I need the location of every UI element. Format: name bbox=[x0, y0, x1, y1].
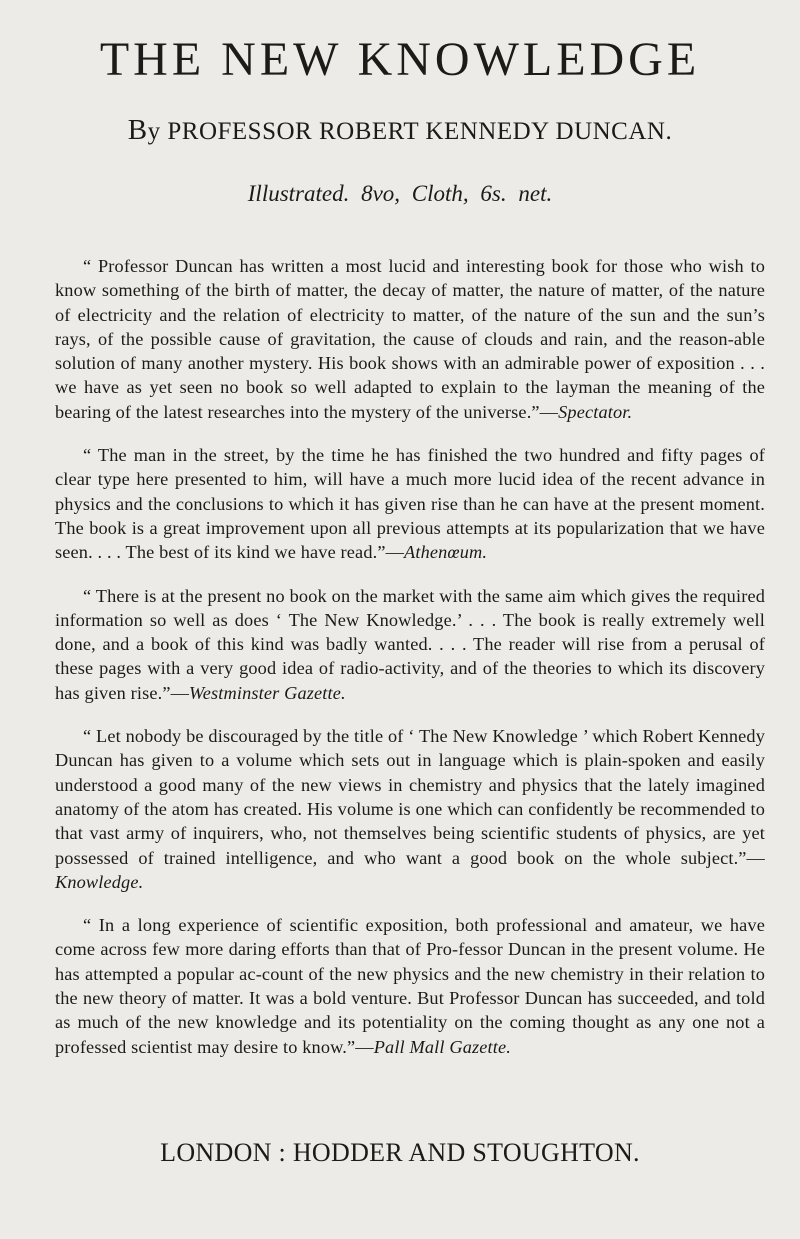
review-text: “ The man in the street, by the time he has finished the two hundred and fifty pages of clear type here presented to him, will have a much more lucid idea of the recent advance in physics and the conclusions to which it has given rise than he can have at the present moment. The book is a great improvement upon all previous attempts at its popularization that we have seen. . . . The best of its kind we have read.”— bbox=[55, 445, 765, 563]
review-text: “ Let nobody be discouraged by the title of ‘ The New Knowledge ’ which Robert Kennedy Duncan has given to a volume which sets out in language which is plain-spoken and easily understood a good many of the new views in chemistry and physics that the lately imagined anatomy of the atom has created. His volume is one which can confidently be recommended to that vast army of inquirers, who, not themselves being scientific students of physics, are yet possessed of trained intelligence, and who want a good book on the whole subject.”— bbox=[55, 726, 765, 868]
author-name: PROFESSOR ROBERT KENNEDY DUNCAN. bbox=[167, 118, 673, 145]
review-source: Spectator. bbox=[558, 401, 633, 422]
review-text: “ Professor Duncan has written a most lucid and interesting book for those who wish to know something of the birth of matter, the decay of matter, the nature of matter, of the nature of electricity and the relation of electricity to matter, of the nature of the sun and the sun’s rays, of the possible cause of gravitation, the cause of clouds and rain, and the reason-able solution of many another mystery. His book shows with an admirable power of exposition . . . we have as yet seen no book so well adapted to explain to the layman the meaning of the bearing of the latest researches into the mystery of the universe.”— bbox=[55, 256, 765, 422]
publication-details: Illustrated. 8vo, Cloth, 6s. net. bbox=[247, 181, 553, 206]
review-text: “ There is at the present no book on the market with the same aim which gives the required information so well as does ‘ The New Knowledge.’ . . . The book is really extremely well done, and a book of this kind was badly wanted. . . . The reader will rise from a perusal of these pages with a very good idea of radio-activity, and of the theories to which its discovery has given rise.”— bbox=[55, 585, 765, 703]
review-source: Knowledge. bbox=[55, 871, 144, 892]
byline-prefix-initial: B bbox=[127, 114, 148, 146]
byline-prefix-rest: y bbox=[147, 118, 161, 145]
review-source: Pall Mall Gazette. bbox=[373, 1036, 511, 1057]
review-athenaeum bbox=[55, 443, 765, 564]
review-source: Athenœum. bbox=[404, 542, 488, 563]
review-spectator bbox=[55, 254, 765, 424]
review-pall-mall-gazette bbox=[55, 913, 765, 1059]
review-text: “ In a long experience of scientific exposition, both professional and amateur, we have come across few more daring efforts than that of Pro-fessor Duncan in the present volume. He has attempted a popular ac-count of the new physics and the new chemistry in their relation to the new theory of matter. It was a bold venture. But Professor Duncan has succeeded, and told as much of the new knowledge and its potentiality on the coming thought as any one not a professed scientist may desire to know.”— bbox=[55, 915, 765, 1057]
review-list bbox=[55, 254, 765, 1078]
review-knowledge bbox=[55, 724, 765, 894]
review-westminster-gazette bbox=[55, 584, 765, 705]
publisher-imprint: LONDON : HODDER AND STOUGHTON. bbox=[160, 1138, 640, 1167]
review-source: Westminster Gazette. bbox=[189, 682, 346, 703]
book-title: THE NEW KNOWLEDGE bbox=[99, 33, 701, 86]
author-byline bbox=[0, 116, 800, 145]
